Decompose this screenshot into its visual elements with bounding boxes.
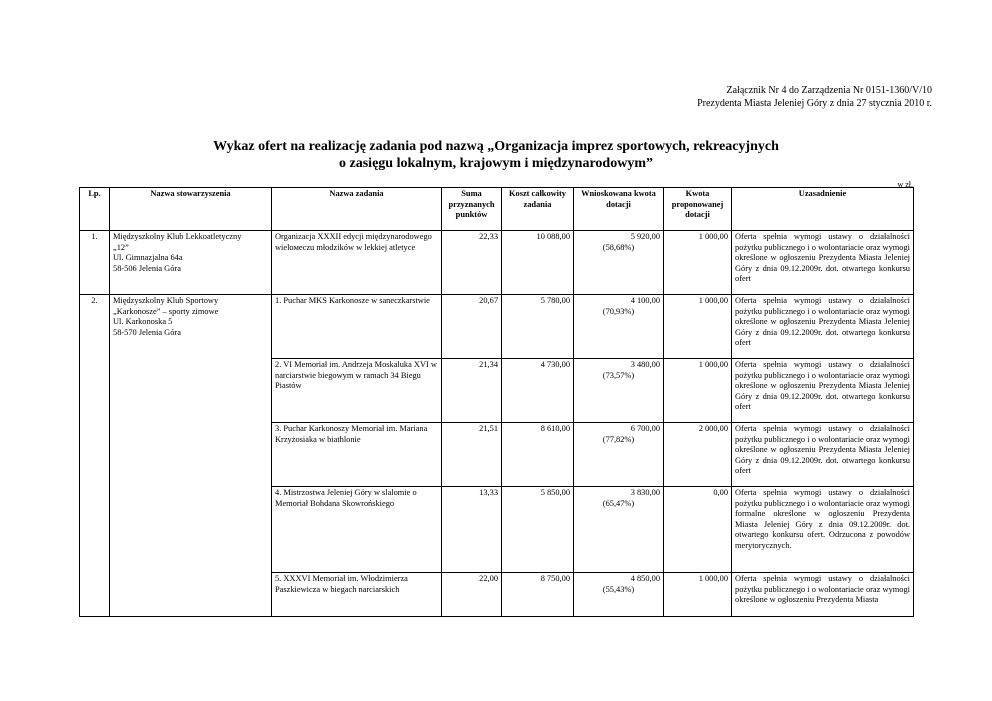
- row-cost: 8 750,00: [502, 573, 574, 617]
- col-reason-header: Uzasadnienie: [732, 188, 914, 231]
- table-row: [80, 295, 914, 359]
- row-requested: [574, 295, 664, 359]
- row-cost: 8 610,00: [502, 423, 574, 487]
- row-points: 20,67: [442, 295, 502, 359]
- requested-percent: (70,93%): [602, 306, 635, 316]
- title-line-2: o zasięgu lokalnym, krajowym i międzynarodowym”: [339, 156, 653, 171]
- row-cost: 4 730,00: [502, 359, 574, 423]
- attachment-line-1: Załącznik Nr 4 do Zarządzenia Nr 0151-1360/V/10: [726, 85, 932, 96]
- row-points: 13,33: [442, 487, 502, 573]
- row-task: Organizacja XXXII edycji międzynarodowego wieloмeczu młodzików w lekkiej atletyce: [272, 231, 442, 295]
- requested-amount: 4 850,00: [630, 574, 660, 583]
- attachment-line-2: Prezydenta Miasta Jeleniej Góry z dnia 27 stycznia 2010 r.: [697, 98, 932, 109]
- row-points: 22,00: [442, 573, 502, 617]
- offers-table: [79, 187, 914, 617]
- requested-percent: (65,47%): [602, 498, 635, 508]
- row-reason: Oferta spełnia wymogi ustawy o działalności pożytku publicznego i o wolontariacie oraz wymogi określone w ogłoszeniu Prezydenta Miasta Jeleniej Góry z dnia 09.12.2009r. dot. otwartego konkursu ofert: [732, 231, 914, 295]
- row-points: 21,51: [442, 423, 502, 487]
- col-points-header: Suma przyznanych punktów: [442, 188, 502, 231]
- col-lp-header: Lp.: [80, 188, 110, 231]
- row-reason: Oferta spełnia wymogi ustawy o działalności pożytku publicznego i o wolontariacie oraz wymogi określone w ogłoszeniu Prezydenta Miasta: [732, 573, 914, 617]
- requested-percent: (58,68%): [602, 242, 635, 252]
- requested-percent: (73,57%): [602, 370, 635, 380]
- requested-amount: 3 480,00: [630, 360, 660, 369]
- row-requested: [574, 487, 664, 573]
- org-name-cont: „12”: [113, 242, 129, 252]
- col-proposed-header: Kwota proponowanej dotacji: [664, 188, 732, 231]
- row-reason: Oferta spełnia wymogi ustawy o działalności pożytku publicznego i o wolontariacie oraz wymogi formalne określone w ogłoszeniu Prezydenta Miasta Jeleniej Góry z dnia 09.12.2009r. dot. otwartego konkursu ofert. Odrzucona z powodów merytorycznych.: [732, 487, 914, 573]
- col-cost-header: Koszt całkowity zadania: [502, 188, 574, 231]
- row-proposed: 2 000,00: [664, 423, 732, 487]
- requested-percent: (55,43%): [602, 584, 635, 594]
- org-name: Międzyszkolny Klub Lekkoatletyczny: [113, 232, 242, 241]
- row-cost: 10 088,00: [502, 231, 574, 295]
- row-task: 4. Mistrzostwa Jeleniej Góry w slalomie o Memoriał Bohdana Skowrońskiego: [272, 487, 442, 573]
- org-street: Ul. Gimnazjalna 64a: [113, 253, 183, 262]
- org-street: Ul. Karkonoska 5: [113, 317, 173, 326]
- org-city: 58-506 Jelenia Góra: [113, 263, 181, 273]
- org-name-cont: „Karkonosze” – sporty zimowe: [113, 306, 219, 316]
- org-city: 58-570 Jelenia Góra: [113, 327, 181, 337]
- row-cost: 5 780,00: [502, 295, 574, 359]
- col-task-header: Nazwa zadania: [272, 188, 442, 231]
- table-row: [80, 231, 914, 295]
- row-proposed: 0,00: [664, 487, 732, 573]
- row-task: 3. Puchar Karkonoszy Memoriał im. Mariana Krzyżosiaka w biathlonie: [272, 423, 442, 487]
- row-requested: [574, 359, 664, 423]
- document-title: [0, 138, 992, 172]
- row-reason: Oferta spełnia wymogi ustawy o działalności pożytku publicznego i o wolontariacie oraz wymogi określone w ogłoszeniu Prezydenta Miasta Jeleniej Góry z dnia 09.12.2009r. dot. otwartego konkursu ofert: [732, 359, 914, 423]
- row-task: 5. XXXVI Memoriał im. Włodzimierza Paszkiewicza w biegach narciarskich: [272, 573, 442, 617]
- row-reason: Oferta spełnia wymogi ustawy o działalności pożytku publicznego i o wolontariacie oraz wymogi określone w ogłoszeniu Prezydenta Miasta Jeleniej Góry z dnia 09.12.2009r. dot. otwartego konkursu ofert: [732, 423, 914, 487]
- row-proposed: 1 000,00: [664, 573, 732, 617]
- row-lp: 1.: [80, 231, 110, 295]
- requested-amount: 4 100,00: [630, 296, 660, 305]
- row-requested: [574, 573, 664, 617]
- attachment-header: [697, 84, 932, 110]
- row-org: [110, 295, 272, 617]
- row-reason: Oferta spełnia wymogi ustawy o działalności pożytku publicznego i o wolontariacie oraz wymogi określone w ogłoszeniu Prezydenta Miasta Jeleniej Góry z dnia 09.12.2009r. dot. otwartego konkursu ofert: [732, 295, 914, 359]
- table-header-row: [80, 188, 914, 231]
- org-name: Międzyszkolny Klub Sportowy: [113, 296, 219, 305]
- row-lp: 2.: [80, 295, 110, 617]
- row-cost: 5 850,00: [502, 487, 574, 573]
- row-points: 22,33: [442, 231, 502, 295]
- requested-amount: 3 830,00: [630, 488, 660, 497]
- row-requested: [574, 231, 664, 295]
- title-line-1: Wykaz ofert na realizację zadania pod nazwą „Organizacja imprez sportowych, rekreacyjnych: [213, 139, 779, 154]
- row-task: 1. Puchar MKS Karkonosze w saneczkarstwie: [272, 295, 442, 359]
- row-points: 21,34: [442, 359, 502, 423]
- row-requested: [574, 423, 664, 487]
- requested-amount: 5 920,00: [630, 232, 660, 241]
- requested-amount: 6 700,00: [630, 424, 660, 433]
- col-requested-header: Wnioskowana kwota dotacji: [574, 188, 664, 231]
- row-proposed: 1 000,00: [664, 295, 732, 359]
- row-proposed: 1 000,00: [664, 231, 732, 295]
- requested-percent: (77,82%): [602, 434, 635, 444]
- row-proposed: 1 000,00: [664, 359, 732, 423]
- currency-unit: w zł.: [897, 180, 913, 189]
- col-org-header: Nazwa stowarzyszenia: [110, 188, 272, 231]
- row-task: 2. VI Memoriał im. Andrzeja Moskaluka XVI w narciarstwie biegowym w ramach 34 Biegu Piastów: [272, 359, 442, 423]
- row-org: [110, 231, 272, 295]
